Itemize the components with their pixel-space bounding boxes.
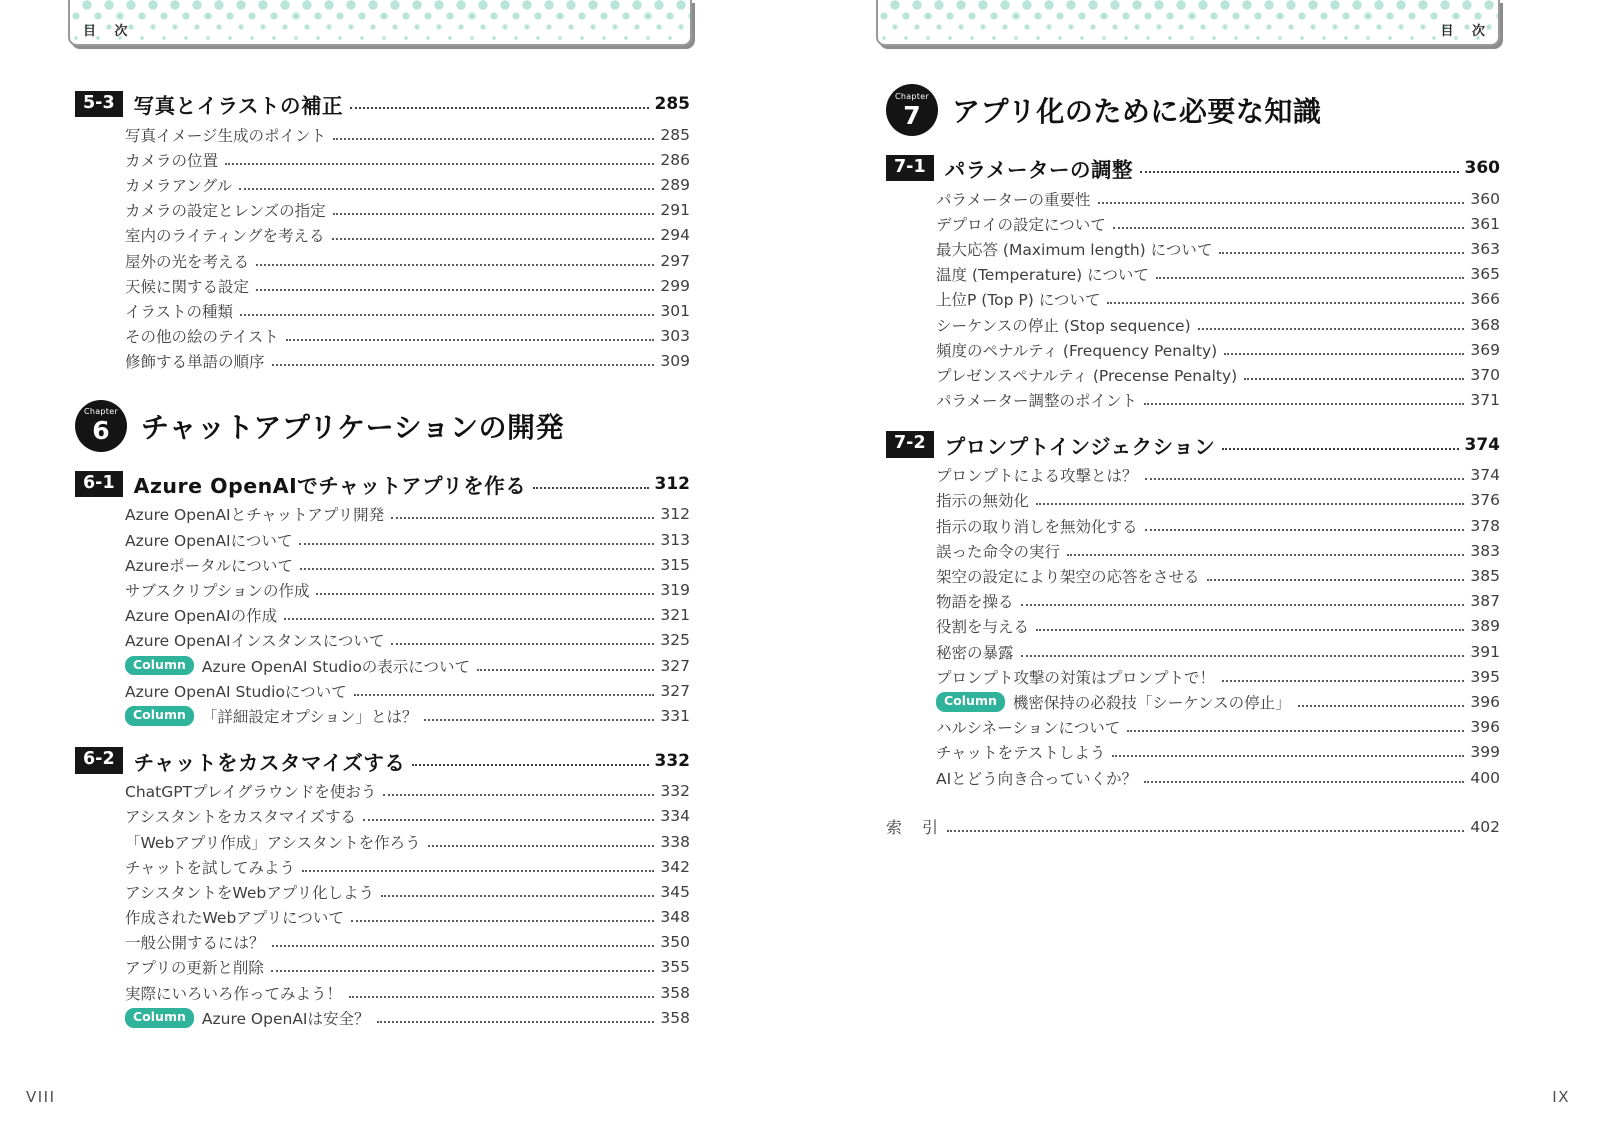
toc-subsection-list <box>886 463 1500 790</box>
section-page-number: 312 <box>654 473 690 494</box>
section-number-badge: 7-2 <box>886 431 934 458</box>
dotted-leader <box>240 314 654 316</box>
section-number-badge: 6-2 <box>75 747 123 774</box>
dotted-leader <box>1207 579 1465 581</box>
toc-item-row <box>125 122 690 147</box>
column-badge: Column <box>125 706 194 726</box>
toc-item-label: カメラアングル <box>125 176 233 195</box>
toc-item-row <box>125 653 690 678</box>
page-number-left: VIII <box>26 1088 56 1106</box>
toc-item-page-number: 289 <box>660 175 690 194</box>
toc-item-page-number: 286 <box>660 150 690 169</box>
toc-item-label: 上位P (Top P) について <box>936 291 1101 310</box>
toc-item-row <box>125 980 690 1005</box>
toc-item-row <box>936 211 1500 236</box>
toc-item-page-number: 366 <box>1470 290 1500 309</box>
section-page-number: 285 <box>654 94 690 114</box>
toc-item-label: アプリの更新と削除 <box>125 959 264 978</box>
toc-item-row <box>125 223 690 248</box>
dotted-leader <box>1067 554 1464 556</box>
toc-item-page-number: 376 <box>1470 491 1500 510</box>
toc-item-row <box>125 804 690 829</box>
toc-item-page-number: 370 <box>1470 365 1500 384</box>
toc-item-row <box>936 614 1500 639</box>
toc-item-page-number: 285 <box>660 125 690 144</box>
dotted-leader <box>299 543 654 545</box>
toc-item-label: 天候に関する設定 <box>125 277 250 296</box>
dotted-leader <box>377 1021 655 1023</box>
toc-item-row <box>936 287 1500 312</box>
toc-item-page-number: 325 <box>660 631 690 650</box>
toc-item-row <box>936 740 1500 765</box>
toc-section <box>886 429 1500 790</box>
dotted-leader <box>1036 503 1464 505</box>
toc-item-label: プレゼンスペナルティ (Precense Penalty) <box>936 366 1238 385</box>
toc-item-label: 「詳細設定オプション」とは？ <box>201 707 418 726</box>
dotted-leader <box>1222 680 1464 682</box>
toc-item-page-number: 297 <box>660 251 690 270</box>
toc-item-label: 機密保持の必殺技「シーケンスの停止」 <box>1012 693 1291 712</box>
dotted-leader <box>363 819 654 821</box>
toc-header-label-left: 目 次 <box>83 24 135 39</box>
toc-item-page-number: 368 <box>1470 315 1500 334</box>
toc-item-page-number: 309 <box>660 352 690 371</box>
toc-item-label: 架空の設定により架空の応答をさせる <box>936 568 1200 587</box>
toc-item-page-number: 374 <box>1470 466 1500 485</box>
toc-item-row <box>125 198 690 223</box>
column-badge: Column <box>125 1008 194 1028</box>
toc-section-row <box>886 152 1500 184</box>
toc-item-row <box>936 563 1500 588</box>
toc-item-label: パラメーター調整のポイント <box>936 392 1138 411</box>
toc-item-page-number: 332 <box>660 782 690 801</box>
toc-item-label: イラストの種類 <box>125 302 234 321</box>
toc-item-label: Azure OpenAI Studioについて <box>125 682 347 701</box>
toc-item-page-number: 383 <box>1470 541 1500 560</box>
dotted-leader <box>1244 378 1464 380</box>
toc-item-page-number: 345 <box>660 882 690 901</box>
toc-item-page-number: 400 <box>1470 768 1500 787</box>
dotted-leader <box>428 845 655 847</box>
dotted-leader <box>271 970 655 972</box>
toc-section <box>75 88 690 374</box>
dotted-leader <box>1156 277 1465 279</box>
toc-item-page-number: 395 <box>1470 667 1500 686</box>
toc-subsection-list <box>75 502 690 729</box>
toc-item-page-number: 360 <box>1470 189 1500 208</box>
toc-item-label: デプロイの設定について <box>936 215 1106 234</box>
toc-item-page-number: 319 <box>660 581 690 600</box>
toc-item-label: チャットを試してみよう <box>125 858 296 877</box>
dotted-leader <box>333 138 654 140</box>
toc-item-page-number: 389 <box>1470 617 1500 636</box>
toc-header-label-right: 目 次 <box>1440 24 1492 39</box>
toc-item-row <box>125 298 690 323</box>
toc-item-row <box>125 905 690 930</box>
toc-item-label: 一般公開するには？ <box>125 934 265 953</box>
toc-item-page-number: 363 <box>1470 239 1500 258</box>
toc-item-page-number: 294 <box>660 226 690 245</box>
toc-item-label: チャットをテストしよう <box>936 744 1106 763</box>
dotted-leader <box>316 593 654 595</box>
toc-item-row <box>936 262 1500 287</box>
toc-item-label: プロンプト攻撃の対策はプロンプトで！ <box>936 668 1216 687</box>
toc-item-label: ハルシネーションについて <box>936 719 1121 738</box>
toc-item-row <box>125 703 690 728</box>
toc-item-row <box>936 765 1500 790</box>
toc-item-label: 修飾する単語の順序 <box>125 353 265 372</box>
toc-item-page-number: 312 <box>660 505 690 524</box>
dotted-leader <box>1107 302 1464 304</box>
toc-item-label: Azure OpenAI Studioの表示について <box>201 657 470 676</box>
toc-item-page-number: 369 <box>1470 340 1500 359</box>
toc-section-row <box>886 429 1500 461</box>
dotted-leader <box>477 669 654 671</box>
toc-item-label: Azure OpenAIについて <box>125 531 293 550</box>
toc-item-label: 実際にいろいろ作ってみよう！ <box>125 984 343 1003</box>
toc-item-row <box>125 248 690 273</box>
toc-item-label: 物語を操る <box>936 593 1014 612</box>
dotted-leader <box>533 487 648 489</box>
toc-item-page-number: 334 <box>660 807 690 826</box>
section-title: 写真とイラストの補正 <box>133 94 344 118</box>
toc-item-row <box>125 603 690 628</box>
dotted-leader <box>1198 328 1465 330</box>
toc-item-label: Azure OpenAIは安全？ <box>201 1009 370 1028</box>
dotted-leader <box>1145 478 1465 480</box>
dotted-leader <box>300 568 655 570</box>
dotted-leader <box>272 364 655 366</box>
toc-item-row <box>936 186 1500 211</box>
dotted-leader <box>256 264 654 266</box>
toc-item-row <box>936 538 1500 563</box>
chapter-title: チャットアプリケーションの開発 <box>141 410 565 444</box>
section-title: プロンプトインジェクション <box>944 434 1216 459</box>
toc-item-label: 写真イメージ生成のポイント <box>125 126 327 145</box>
toc-item-row <box>125 172 690 197</box>
toc-item-label: Azure OpenAIインスタンスについて <box>125 632 385 651</box>
toc-item-page-number: 371 <box>1470 391 1500 410</box>
toc-item-page-number: 321 <box>660 606 690 625</box>
section-number-badge: 7-1 <box>886 155 934 182</box>
dotted-leader <box>424 719 654 721</box>
toc-item-row <box>125 349 690 374</box>
section-title: パラメーターの調整 <box>944 158 1134 182</box>
column-badge: Column <box>936 692 1005 712</box>
toc-subsection-list <box>886 186 1500 413</box>
toc-column-left <box>75 0 690 1030</box>
toc-subsection-list <box>75 122 690 374</box>
toc-item-row <box>125 577 690 602</box>
dotted-leader <box>351 920 655 922</box>
dotted-leader <box>1021 604 1465 606</box>
toc-item-label: 役割を与える <box>936 618 1030 637</box>
toc-item-row <box>125 854 690 879</box>
toc-item-row <box>936 312 1500 337</box>
toc-item-row <box>125 678 690 703</box>
toc-item-row <box>936 715 1500 740</box>
toc-item-label: 頻度のペナルティ (Frequency Penalty) <box>936 341 1218 360</box>
toc-item-row <box>936 236 1500 261</box>
toc-item-row <box>936 689 1500 714</box>
toc-column-right <box>886 0 1500 839</box>
dotted-leader <box>286 339 655 341</box>
toc-item-label: AIとどう向き合っていくか？ <box>936 769 1138 788</box>
toc-item-label: 「Webアプリ作成」アシスタントを作ろう <box>125 833 421 852</box>
toc-item-label: 屋外の光を考える <box>125 252 250 271</box>
section-number-badge: 6-1 <box>75 471 123 498</box>
toc-item-label: Azure OpenAIの作成 <box>125 607 278 626</box>
toc-item-label: Azureポータルについて <box>125 556 293 575</box>
dotted-leader <box>1224 353 1464 355</box>
toc-item-label: サブスクリプションの作成 <box>125 582 310 601</box>
toc-item-page-number: 358 <box>660 1008 690 1027</box>
dotted-leader <box>354 694 655 696</box>
toc-item-label: その他の絵のテイスト <box>125 328 279 347</box>
index-title: 索 引 <box>886 818 941 838</box>
toc-item-row <box>125 879 690 904</box>
toc-item-page-number: 327 <box>660 681 690 700</box>
toc-item-page-number: 391 <box>1470 642 1500 661</box>
toc-item-page-number: 338 <box>660 832 690 851</box>
toc-item-row <box>125 552 690 577</box>
chapter-badge-number: 6 <box>92 416 110 446</box>
dotted-leader <box>350 107 648 109</box>
toc-item-label: 秘密の暴露 <box>936 643 1014 662</box>
toc-section-row <box>75 88 690 120</box>
dotted-leader <box>1021 655 1465 657</box>
section-page-number: 360 <box>1464 158 1500 178</box>
toc-item-page-number: 396 <box>1470 692 1500 711</box>
toc-item-page-number: 303 <box>660 327 690 346</box>
dotted-leader <box>1140 171 1458 173</box>
toc-item-label: カメラの設定とレンズの指定 <box>125 202 326 221</box>
dotted-leader <box>333 213 655 215</box>
dotted-leader <box>225 163 654 165</box>
toc-item-label: ChatGPTプレイグラウンドを使おう <box>125 783 377 802</box>
toc-item-row <box>125 829 690 854</box>
chapter-badge-number: 7 <box>903 100 921 130</box>
toc-item-row <box>936 664 1500 689</box>
toc-section <box>886 152 1500 413</box>
toc-item-label: 最大応答 (Maximum length) について <box>936 240 1213 259</box>
toc-item-row <box>125 628 690 653</box>
index-page-number: 402 <box>1470 817 1500 836</box>
toc-item-row <box>125 273 690 298</box>
dotted-leader <box>1098 202 1465 204</box>
toc-item-page-number: 348 <box>660 908 690 927</box>
dotted-leader <box>349 996 654 998</box>
toc-item-page-number: 315 <box>660 555 690 574</box>
toc-item-label: 指示の無効化 <box>936 492 1030 511</box>
dotted-leader <box>239 188 654 190</box>
toc-item-page-number: 355 <box>660 958 690 977</box>
toc-item-page-number: 396 <box>1470 718 1500 737</box>
toc-item-row <box>936 513 1500 538</box>
chapter-title: アプリ化のために必要な知識 <box>952 95 1322 128</box>
dotted-leader <box>1036 629 1464 631</box>
dotted-leader <box>332 238 655 240</box>
dotted-leader <box>302 870 654 872</box>
toc-item-row <box>125 502 690 527</box>
toc-item-label: アシスタントをWebアプリ化しよう <box>125 883 375 902</box>
toc-item-page-number: 365 <box>1470 265 1500 284</box>
toc-item-page-number: 378 <box>1470 516 1500 535</box>
dotted-leader <box>1219 252 1464 254</box>
toc-section <box>75 745 690 1031</box>
toc-item-row <box>936 488 1500 513</box>
toc-item-row <box>125 930 690 955</box>
dotted-leader <box>256 289 654 291</box>
toc-item-row <box>936 589 1500 614</box>
toc-item-label: Azure OpenAIとチャットアプリ開発 <box>125 506 385 525</box>
toc-item-row <box>125 1005 690 1030</box>
section-page-number: 374 <box>1464 434 1500 455</box>
toc-item-label: プロンプトによる攻撃とは？ <box>936 467 1138 486</box>
toc-item-page-number: 385 <box>1470 567 1500 586</box>
dotted-leader <box>381 895 654 897</box>
toc-item-page-number: 342 <box>660 857 690 876</box>
toc-item-row <box>936 362 1500 387</box>
toc-item-page-number: 313 <box>660 530 690 549</box>
toc-section-row <box>75 745 690 777</box>
dotted-leader <box>391 517 654 519</box>
toc-item-row <box>125 779 690 804</box>
chapter-badge-word: Chapter <box>83 407 119 417</box>
toc-item-row <box>125 324 690 349</box>
toc-item-row <box>125 527 690 552</box>
toc-item-page-number: 350 <box>660 933 690 952</box>
toc-item-page-number: 331 <box>660 706 690 725</box>
toc-item-page-number: 301 <box>660 301 690 320</box>
chapter-number-badge <box>75 400 127 452</box>
section-number-badge: 5-3 <box>75 91 123 118</box>
index-row <box>886 814 1500 839</box>
toc-subsection-list <box>75 779 690 1031</box>
dotted-leader <box>1112 755 1464 757</box>
chapter-heading <box>886 84 1500 136</box>
column-badge: Column <box>125 656 194 676</box>
section-page-number: 332 <box>654 750 690 771</box>
chapter-badge-word: Chapter <box>894 91 930 101</box>
toc-item-label: アシスタントをカスタマイズする <box>125 808 356 827</box>
toc-item-row <box>936 337 1500 362</box>
page-number-right: IX <box>1552 1088 1570 1106</box>
toc-item-page-number: 399 <box>1470 743 1500 762</box>
toc-item-page-number: 361 <box>1470 214 1500 233</box>
dotted-leader <box>1144 781 1464 783</box>
toc-item-row <box>125 955 690 980</box>
toc-item-page-number: 291 <box>660 201 690 220</box>
toc-item-label: シーケンスの停止 (Stop sequence) <box>936 316 1191 335</box>
toc-item-page-number: 358 <box>660 983 690 1002</box>
toc-item-label: 誤った命令の実行 <box>936 542 1061 561</box>
toc-item-label: パラメーターの重要性 <box>936 190 1091 209</box>
section-title: チャットをカスタマイズする <box>133 750 406 775</box>
dotted-leader <box>1113 227 1465 229</box>
chapter-number-badge <box>886 84 938 136</box>
section-title: Azure OpenAIでチャットアプリを作る <box>133 473 527 498</box>
dotted-leader <box>391 643 654 645</box>
dotted-leader <box>947 830 1464 832</box>
toc-item-page-number: 327 <box>660 656 690 675</box>
chapter-heading <box>75 400 690 452</box>
dotted-leader <box>284 618 654 620</box>
dotted-leader <box>383 794 654 796</box>
dotted-leader <box>1145 529 1465 531</box>
dotted-leader <box>1144 403 1464 405</box>
toc-item-row <box>125 147 690 172</box>
toc-item-row <box>936 639 1500 664</box>
dotted-leader <box>1127 730 1464 732</box>
toc-item-label: 室内のライティングを考える <box>125 227 325 246</box>
dotted-leader <box>412 764 648 766</box>
dotted-leader <box>272 945 655 947</box>
toc-section-row <box>75 468 690 500</box>
toc-section <box>75 468 690 729</box>
toc-item-label: 指示の取り消しを無効化する <box>936 517 1138 536</box>
toc-item-label: カメラの位置 <box>125 151 219 170</box>
toc-item-label: 温度 (Temperature) について <box>936 266 1149 285</box>
toc-item-row <box>936 388 1500 413</box>
toc-item-row <box>936 463 1500 488</box>
dotted-leader <box>1222 448 1458 450</box>
toc-item-page-number: 299 <box>660 276 690 295</box>
dotted-leader <box>1298 705 1465 707</box>
toc-item-label: 作成されたWebアプリについて <box>125 909 344 928</box>
toc-item-page-number: 387 <box>1470 592 1500 611</box>
